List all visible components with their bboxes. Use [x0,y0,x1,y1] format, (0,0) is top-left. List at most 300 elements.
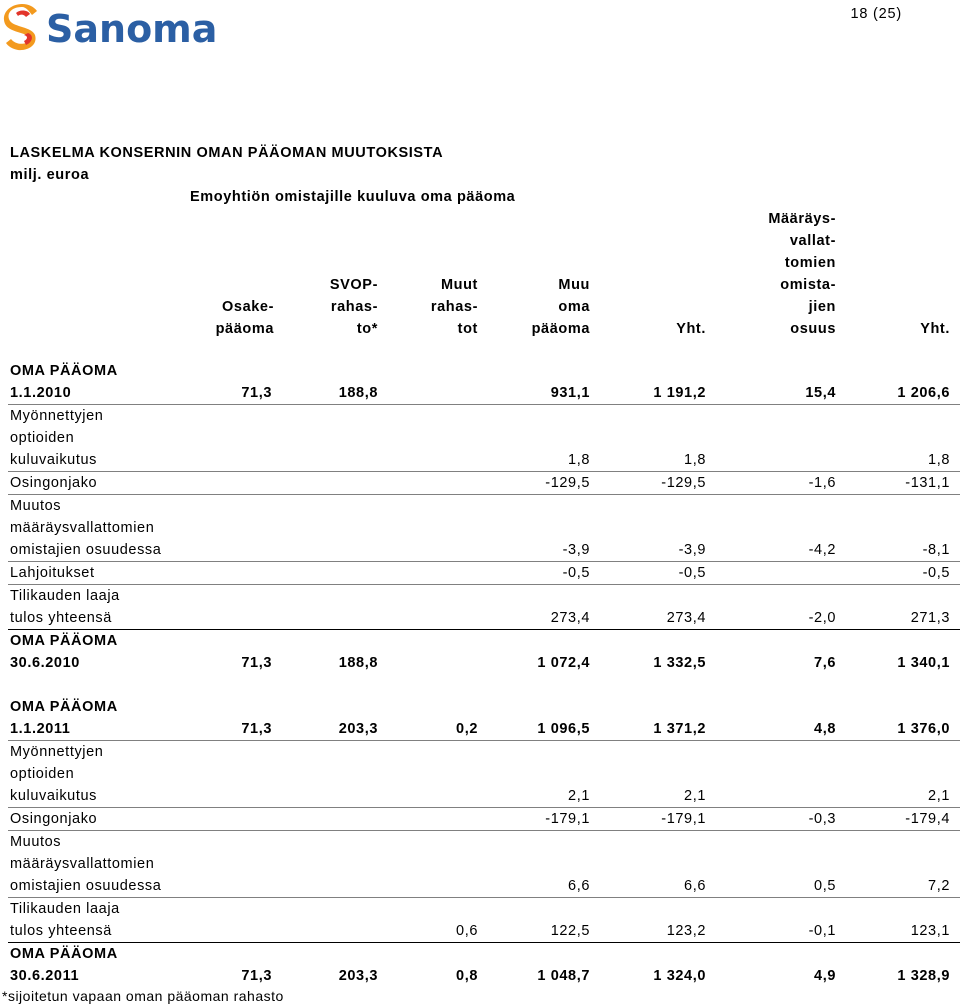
cell-pad [950,696,960,718]
row-label: Tilikauden laaja [10,901,120,917]
cell-value [590,360,706,382]
cell-value [590,898,706,921]
cell-value [378,898,478,921]
cell-value [590,763,706,785]
cell-value [706,741,836,764]
table-row [8,831,960,854]
table-row [8,741,960,764]
cell-value [178,808,272,831]
cell-value [178,405,272,428]
cell-value [272,898,378,921]
cell-value: -129,5 [590,472,706,495]
cell-value [706,763,836,785]
column-header-line: tot [457,321,478,337]
cell-value [178,831,272,854]
cell-value [378,562,478,585]
row-label: Osingonjako [8,472,178,495]
cell-value [378,741,478,764]
table-row [8,763,960,785]
cell-value [836,405,950,428]
cell-value [590,427,706,449]
cell-value: 4,8 [706,718,836,741]
cell-value: -2,0 [706,607,836,630]
cell-value [378,449,478,472]
logo-text: Sanoma [46,7,218,51]
cell-pad [950,920,960,943]
cell-value [378,360,478,382]
row-label: OMA PÄÄOMA [10,946,118,962]
cell-value [272,517,378,539]
column-header-line: tomien [784,255,836,271]
cell-value [378,652,478,674]
cell-value [272,607,378,630]
cell-value: 71,3 [178,718,272,741]
cell-pad [950,718,960,741]
cell-value: -0,3 [706,808,836,831]
cell-value: 1 191,2 [590,382,706,405]
cell-value [378,763,478,785]
cell-value: 1 332,5 [653,655,706,671]
cell-value: 2,1 [478,785,590,808]
cell-value [272,472,378,495]
cell-pad [950,808,960,831]
cell-pad [950,382,960,405]
cell-value [272,763,378,785]
cell-value [706,427,836,449]
cell-value: 1 048,7 [537,968,590,984]
column-header-line: pääoma [531,321,590,337]
cell-value: 6,6 [590,875,706,898]
cell-value: -0,5 [478,562,590,585]
cell-value [378,405,478,428]
cell-value [836,517,950,539]
cell-value [478,495,590,518]
cell-value [178,585,272,608]
cell-value [272,785,378,808]
cell-value [590,831,706,854]
cell-value: 123,2 [590,920,706,943]
cell-pad [950,652,960,674]
column-header-line: osuus [790,321,836,337]
table-row [8,853,960,875]
cell-value [378,808,478,831]
cell-value [272,741,378,764]
cell-pad [950,585,960,608]
table-row [8,965,960,987]
column-header-line: rahas- [430,299,478,315]
cell-value [272,831,378,854]
cell-value [272,920,378,943]
cell-value: 1 340,1 [897,655,950,671]
row-label: OMA PÄÄOMA [10,633,118,649]
cell-value: 273,4 [478,607,590,630]
unit-label: milj. euroa [10,167,90,183]
column-header-line: omista- [780,277,836,293]
column-header-line: Osake- [222,299,274,315]
cell-value [590,405,706,428]
column-header-7 [820,318,950,340]
row-label: Tilikauden laaja [10,588,120,604]
cell-value: -3,9 [478,539,590,562]
cell-value: 0,6 [378,920,478,943]
cell-value [836,696,950,718]
cell-value [272,427,378,449]
table-row [8,875,960,898]
row-label: tulos yhteensä [8,607,178,630]
cell-value [706,785,836,808]
cell-value [478,630,590,653]
cell-value: 271,3 [836,607,950,630]
cell-value: 1 328,9 [897,968,950,984]
column-header-line: oma [558,299,590,315]
cell-value [378,517,478,539]
row-label: 30.6.2010 [10,655,80,671]
cell-value [706,853,836,875]
cell-value: 1,8 [836,449,950,472]
cell-value: 273,4 [590,607,706,630]
cell-value: -4,2 [706,539,836,562]
cell-value: 188,8 [338,655,378,671]
table-row [8,652,960,674]
cell-value [836,741,950,764]
cell-value [590,943,706,966]
cell-value [836,853,950,875]
cell-value: 2,1 [836,785,950,808]
cell-value [478,696,590,718]
column-header-line: Yht. [676,321,706,337]
row-label: kuluvaikutus [8,785,178,808]
cell-pad [950,449,960,472]
column-header-line: jien [808,299,836,315]
cell-value [836,831,950,854]
cell-value [706,562,836,585]
cell-value [590,585,706,608]
cell-value [836,427,950,449]
cell-pad [950,763,960,785]
cell-value [272,696,378,718]
cell-value [272,449,378,472]
cell-value [378,585,478,608]
cell-value [706,405,836,428]
cell-value: -0,1 [706,920,836,943]
cell-value [378,539,478,562]
cell-value: 71,3 [241,655,272,671]
cell-value [272,562,378,585]
equity-changes-table [8,360,960,987]
row-label: kuluvaikutus [8,449,178,472]
table-row [8,539,960,562]
column-header-line: Määräys- [768,211,836,227]
cell-value [378,875,478,898]
cell-value: 1 324,0 [653,968,706,984]
cell-value [378,785,478,808]
cell-value [178,696,272,718]
cell-value [378,472,478,495]
cell-value [590,696,706,718]
table-row [8,718,960,741]
cell-value [836,763,950,785]
cell-value: 123,1 [836,920,950,943]
cell-value: 203,3 [272,718,378,741]
cell-value [178,517,272,539]
cell-value [178,562,272,585]
cell-value [178,853,272,875]
cell-value [272,808,378,831]
cell-value [706,831,836,854]
cell-value: -179,4 [836,808,950,831]
cell-pad [950,898,960,921]
cell-value [272,853,378,875]
table-row [8,495,960,518]
cell-value [378,495,478,518]
cell-pad [950,405,960,428]
cell-value [378,630,478,653]
cell-value: 0,5 [706,875,836,898]
table-row [8,449,960,472]
row-label: optioiden [10,430,75,446]
cell-value [378,831,478,854]
cell-value [178,539,272,562]
cell-value [178,741,272,764]
table-row [8,472,960,495]
cell-value [706,517,836,539]
row-label: OMA PÄÄOMA [10,363,118,379]
cell-value [706,360,836,382]
cell-pad [950,853,960,875]
table-row [8,808,960,831]
cell-value [836,630,950,653]
cell-value [378,427,478,449]
column-header-line: Muut [440,277,478,293]
row-label: Muutos [10,834,62,850]
cell-value [478,898,590,921]
cell-value [272,943,378,966]
cell-value [590,517,706,539]
column-header-line: vallat- [789,233,836,249]
column-header-line: Muu [558,277,590,293]
table-row [8,898,960,921]
cell-value [178,630,272,653]
cell-value: 71,3 [178,382,272,405]
cell-value [706,585,836,608]
row-label: omistajien osuudessa [8,539,178,562]
column-header-line: pääoma [215,321,274,337]
cell-value [590,630,706,653]
table-row [8,562,960,585]
cell-pad [950,562,960,585]
cell-value: -131,1 [836,472,950,495]
cell-value [478,405,590,428]
cell-pad [950,965,960,987]
cell-value [590,495,706,518]
column-header-line: SVOP- [329,277,378,293]
column-header-5 [576,318,706,340]
cell-value: 71,3 [241,968,272,984]
cell-value [378,696,478,718]
table-row [8,427,960,449]
cell-value: 6,6 [478,875,590,898]
cell-value [272,630,378,653]
sanoma-logo [2,2,217,56]
column-header-line: rahas- [330,299,378,315]
cell-value [178,449,272,472]
table-row [8,517,960,539]
cell-value [178,875,272,898]
table-row [8,785,960,808]
cell-value [378,607,478,630]
cell-value: 1,8 [478,449,590,472]
cell-pad [950,360,960,382]
column-header-3 [348,274,478,340]
table-row [8,607,960,630]
cell-value: -3,9 [590,539,706,562]
column-header-line: Yht. [920,321,950,337]
table-row [8,405,960,428]
row-label: Lahjoitukset [8,562,178,585]
cell-value: 1 072,4 [537,655,590,671]
cell-value: 203,3 [338,968,378,984]
cell-pad [950,517,960,539]
table-row [8,382,960,405]
cell-value [272,875,378,898]
cell-value [178,360,272,382]
cell-value [178,472,272,495]
table-row [8,920,960,943]
table-row [8,630,960,653]
table-row [8,360,960,382]
row-label: määräysvallattomien [10,856,155,872]
cell-value [706,630,836,653]
cell-value: 931,1 [478,382,590,405]
cell-value: -0,5 [836,562,950,585]
cell-value [378,943,478,966]
cell-value [590,741,706,764]
table-row [8,585,960,608]
column-header-6 [706,208,836,340]
cell-pad [950,831,960,854]
cell-value [478,517,590,539]
footnote: *sijoitetun vapaan oman pääoman rahasto [2,988,284,1004]
cell-value: -8,1 [836,539,950,562]
cell-pad [950,741,960,764]
cell-value [706,449,836,472]
cell-value [378,382,478,405]
cell-value: -179,1 [478,808,590,831]
sanoma-logo-mark-icon [2,3,42,55]
cell-value [478,741,590,764]
cell-value: 1 206,6 [836,382,950,405]
cell-value [706,696,836,718]
cell-value [836,585,950,608]
table-row [8,696,960,718]
cell-value [478,763,590,785]
cell-value [706,943,836,966]
group-header: Emoyhtiön omistajille kuuluva oma pääoma [190,189,516,205]
cell-value [178,898,272,921]
cell-value [836,495,950,518]
spacer-row [8,674,960,696]
cell-value: 7,6 [814,655,836,671]
cell-value [272,405,378,428]
row-label: 30.6.2011 [10,968,80,984]
row-label: Muutos [10,498,62,514]
cell-value [478,853,590,875]
row-label: OMA PÄÄOMA [10,699,118,715]
row-label: tulos yhteensä [8,920,178,943]
cell-pad [950,539,960,562]
cell-value [178,943,272,966]
cell-value: 15,4 [706,382,836,405]
cell-pad [950,427,960,449]
cell-value [272,585,378,608]
column-header-4 [460,274,590,340]
cell-value [836,898,950,921]
row-label: optioiden [10,766,75,782]
cell-value [178,495,272,518]
cell-value: 7,2 [836,875,950,898]
cell-pad [950,630,960,653]
cell-value [178,427,272,449]
cell-value [706,495,836,518]
cell-value [590,853,706,875]
cell-value: 122,5 [478,920,590,943]
row-label: Osingonjako [8,808,178,831]
cell-value [272,539,378,562]
cell-value: 2,1 [590,785,706,808]
cell-value [478,427,590,449]
row-label: 1.1.2010 [8,382,178,405]
spacer-cell [8,674,960,696]
cell-value [378,853,478,875]
cell-value: 0,8 [456,968,478,984]
cell-value [178,607,272,630]
row-label: määräysvallattomien [10,520,155,536]
cell-pad [950,875,960,898]
page-number: 18 (25) [850,6,902,22]
cell-value: -179,1 [590,808,706,831]
cell-value [836,943,950,966]
cell-value: -1,6 [706,472,836,495]
cell-value: -0,5 [590,562,706,585]
cell-value [272,495,378,518]
cell-value [478,360,590,382]
cell-pad [950,607,960,630]
row-label: omistajien osuudessa [8,875,178,898]
cell-value [178,785,272,808]
cell-pad [950,495,960,518]
table-row [8,943,960,966]
cell-value [478,831,590,854]
cell-value [178,920,272,943]
cell-value: 1 096,5 [478,718,590,741]
column-header-line: to* [356,321,378,337]
document-title: LASKELMA KONSERNIN OMAN PÄÄOMAN MUUTOKSISTA [10,145,444,161]
cell-value [478,943,590,966]
cell-value: 1 371,2 [590,718,706,741]
cell-value: 1,8 [590,449,706,472]
cell-pad [950,472,960,495]
cell-value: 188,8 [272,382,378,405]
cell-value [836,360,950,382]
row-label: 1.1.2011 [8,718,178,741]
cell-value: 4,9 [814,968,836,984]
cell-value [478,585,590,608]
cell-value [272,360,378,382]
row-label: Myönnettyjen [10,744,104,760]
cell-pad [950,943,960,966]
row-label: Myönnettyjen [10,408,104,424]
cell-value [706,898,836,921]
